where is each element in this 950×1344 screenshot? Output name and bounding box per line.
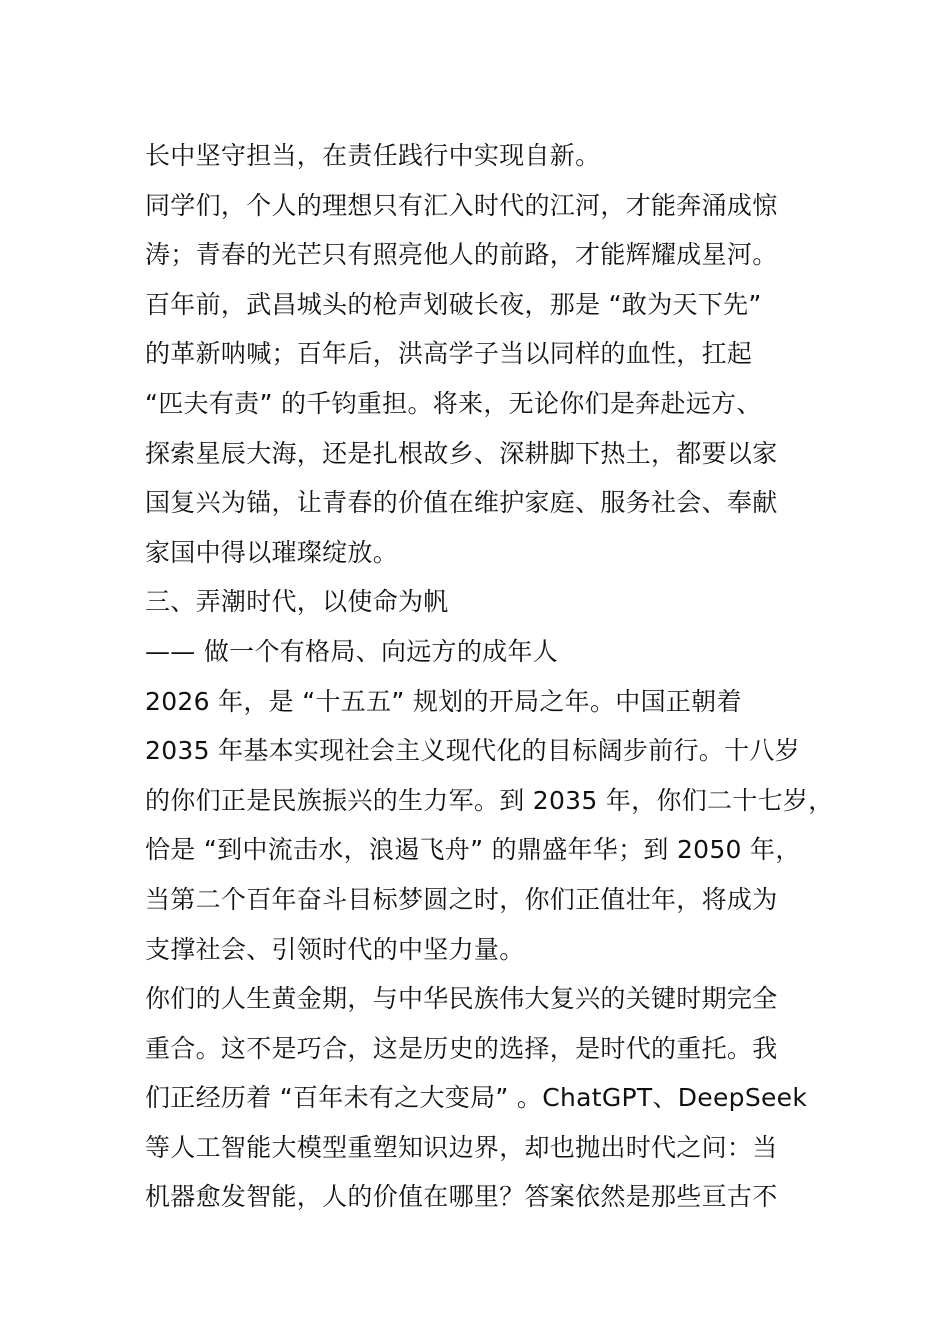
text-line: 家国中得以璀璨绽放。 — [145, 537, 399, 567]
text-line: 支撑社会、引领时代的中坚力量。 — [145, 934, 525, 964]
text-line: 的你们正是民族振兴的生力军。到 2035 年，你们二十七岁， — [145, 785, 834, 815]
body-text — [145, 131, 834, 1222]
text-line: 重合。这不是巧合，这是历史的选择，是时代的重托。我 — [145, 1033, 778, 1063]
text-line: 恰是 “到中流击水，浪遏飞舟” 的鼎盛年华；到 2050 年， — [145, 835, 801, 865]
text-line: 机器愈发智能，人的价值在哪里？答案依然是那些亘古不 — [145, 1182, 778, 1212]
text-line: 的革新呐喊；百年后，洪高学子当以同样的血性，扛起 — [145, 339, 753, 369]
text-line: 2035 年基本实现社会主义现代化的目标阔步前行。十八岁 — [145, 736, 800, 766]
text-line: 当第二个百年奋斗目标梦圆之时，你们正值壮年，将成为 — [145, 884, 778, 914]
section-subheading: —— 做一个有格局、向远方的成年人 — [145, 636, 559, 666]
text-line: “匹夫有责” 的千钧重担。将来，无论你们是奔赴远方、 — [145, 388, 762, 418]
text-line: 探索星辰大海，还是扎根故乡、深耕脚下热土，都要以家 — [145, 438, 778, 468]
text-line: 长中坚守担当，在责任践行中实现自新。 — [145, 141, 601, 170]
text-line: 2026 年，是 “十五五” 规划的开局之年。中国正朝着 — [145, 686, 742, 716]
text-line: 等人工智能大模型重塑知识边界，却也抛出时代之问：当 — [145, 1132, 778, 1162]
text-line: 百年前，武昌城头的枪声划破长夜，那是 “敢为天下先” — [145, 289, 762, 319]
text-line: 你们的人生黄金期，与中华民族伟大复兴的关键时期完全 — [145, 984, 778, 1014]
text-line: 国复兴为锚，让青春的价值在维护家庭、服务社会、奉献 — [145, 488, 778, 518]
text-line: 同学们，个人的理想只有汇入时代的江河，才能奔涌成惊 — [145, 190, 778, 220]
section-heading: 三、弄潮时代，以使命为帆 — [145, 587, 449, 617]
text-line: 们正经历着 “百年未有之大变局” 。ChatGPT、DeepSeek — [145, 1083, 808, 1113]
text-line: 涛；青春的光芒只有照亮他人的前路，才能辉耀成星河。 — [145, 240, 778, 270]
